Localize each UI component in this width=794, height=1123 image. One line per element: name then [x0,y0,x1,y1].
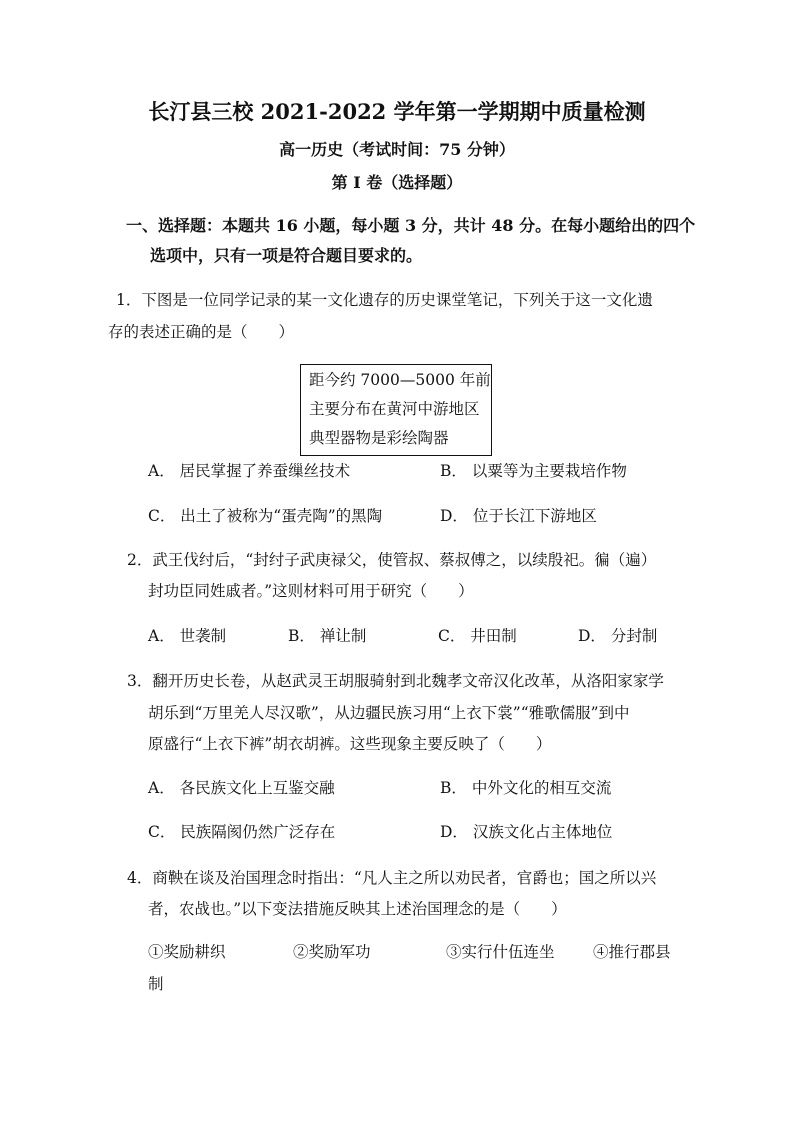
exam-subtitle: 高一历史（考试时间：75 分钟） [279,140,515,159]
question-2-option-d[interactable]: D． 分封制 [578,627,658,645]
question-3-option-d[interactable]: D． 汉族文化占主体地位 [440,823,613,841]
question-4-item-2: ②奖励军功 [293,943,371,961]
part-heading: 第 I 卷（选择题） [331,173,463,192]
section-instructions-line2: 选项中，只有一项是符合题目要求的。 [150,246,423,265]
question-4-item-4: ④推行郡县 [593,943,671,961]
question-3-stem-line2: 胡乐到“万里羌人尽汉歌”，从边疆民族习用“上衣下裳”“雅歌儒服”到中 [148,704,630,722]
question-1-option-c[interactable]: C． 出土了被称为“蛋壳陶”的黑陶 [148,507,383,525]
note-line-2: 主要分布在黄河中游地区 [309,400,480,418]
question-2-stem-line1: 2．武王伐纣后，“封纣子武庚禄父，使管叔、蔡叔傅之，以续殷祀。徧（遍） [127,551,657,569]
note-line-1: 距今约 7000—5000 年前 [309,371,491,389]
question-3-stem-line3: 原盛行“上衣下裤”胡衣胡裤。这些现象主要反映了（ ） [148,735,552,753]
question-4-item-4-wrap: 制 [148,975,164,993]
question-4-item-1: ①奖励耕织 [148,943,226,961]
question-1-option-d[interactable]: D． 位于长江下游地区 [440,507,597,525]
section-instructions-line1: 一、选择题：本题共 16 小题，每小题 3 分，共计 48 分。在每小题给出的四个 [126,216,696,235]
question-4-item-3: ③实行什伍连坐 [446,943,555,961]
question-2-option-b[interactable]: B． 禅让制 [288,627,367,645]
question-1-option-a[interactable]: A． 居民掌握了养蚕缫丝技术 [148,462,351,480]
class-note-box [300,364,492,456]
question-3-option-b[interactable]: B． 中外文化的相互交流 [440,779,612,797]
question-4-stem-line1: 4．商鞅在谈及治国理念时指出：“凡人主之所以劝民者，官爵也；国之所以兴 [127,869,657,887]
question-1-option-b[interactable]: B． 以粟等为主要栽培作物 [440,462,627,480]
exam-title: 长汀县三校 2021-2022 学年第一学期期中质量检测 [148,99,646,124]
question-2-stem-line2: 封功臣同姓戚者。”这则材料可用于研究（ ） [148,582,474,600]
question-2-option-c[interactable]: C． 井田制 [438,627,517,645]
question-1-stem-line2: 存的表述正确的是（ ） [108,323,295,341]
question-3-option-c[interactable]: C． 民族隔阂仍然广泛存在 [148,823,336,841]
question-3-option-a[interactable]: A． 各民族文化上互鉴交融 [148,779,335,797]
question-3-stem-line1: 3．翻开历史长卷，从赵武灵王胡服骑射到北魏孝文帝汉化改革，从洛阳家家学 [127,672,664,690]
question-2-option-a[interactable]: A． 世袭制 [148,627,227,645]
question-1-stem-line1: 1．下图是一位同学记录的某一文化遗存的历史课堂笔记，下列关于这一文化遗 [116,291,653,309]
question-4-stem-line2: 者，农战也。”以下变法措施反映其上述治国理念的是（ ） [148,900,567,918]
note-line-3: 典型器物是彩绘陶器 [309,429,449,447]
